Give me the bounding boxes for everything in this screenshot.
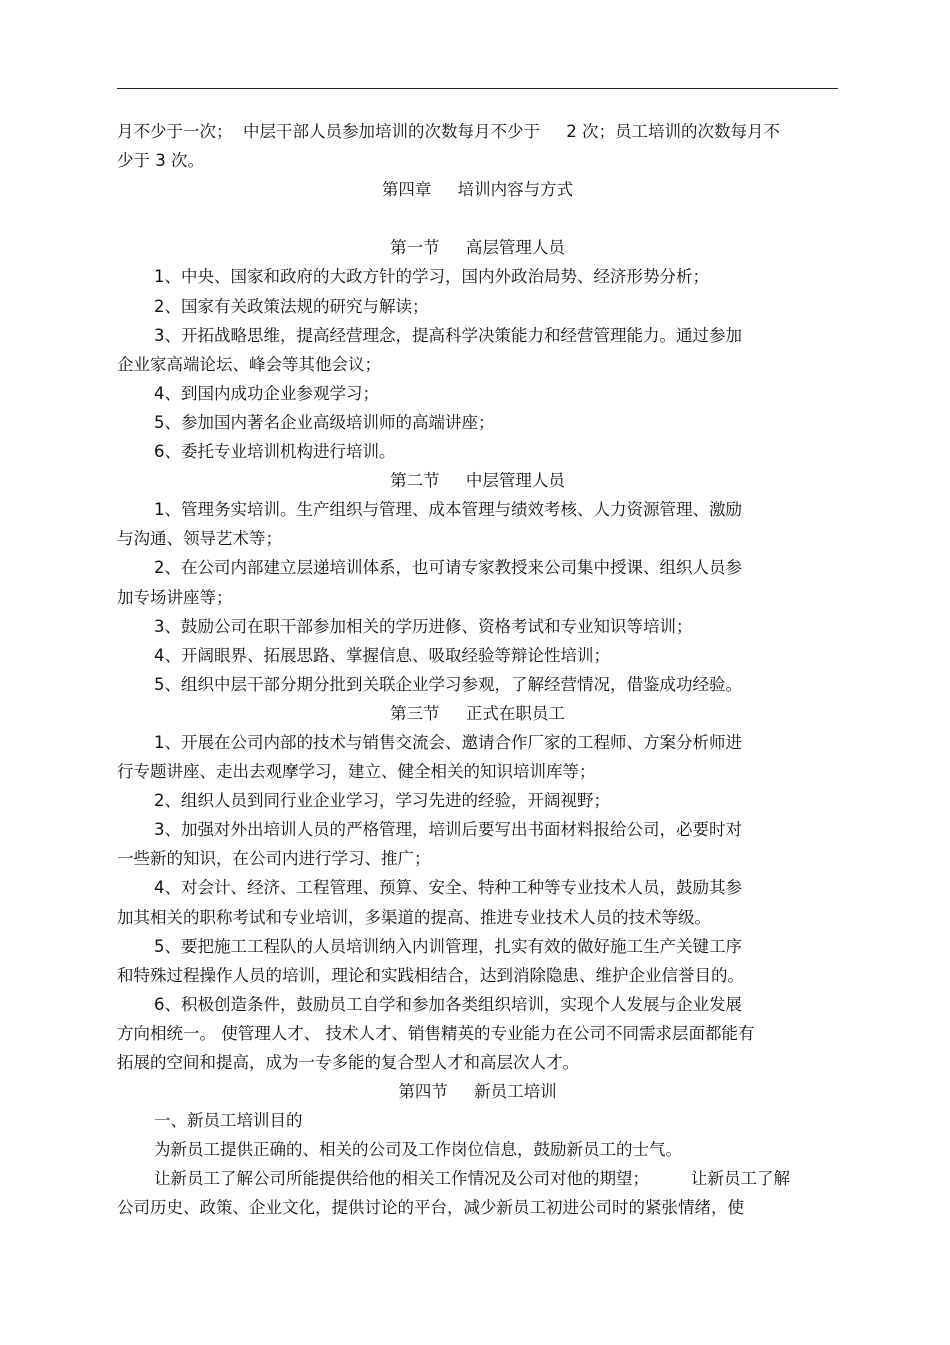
text-line: 1、中央、国家和政府的大政方针的学习，国内外政治局势、经济形势分析； [154, 267, 709, 287]
text-line: 和特殊过程操作人员的培训，理论和实践相结合，达到消除隐患、维护企业信誉目的。 [117, 965, 744, 985]
text-line: 1、开展在公司内部的技术与销售交流会、邀请合作厂家的工程师、方案分析师进 [154, 732, 742, 752]
text-line: 一、新员工培训目的 [154, 1111, 303, 1131]
section-heading: 第一节 高层管理人员 [390, 238, 565, 258]
text-line: 5、组织中层干部分期分批到关联企业学习参观，了解经营情况，借鉴成功经验。 [154, 674, 742, 694]
section-heading: 第四章 培训内容与方式 [381, 180, 574, 200]
text-line: 公司历史、政策、企业文化，提供讨论的平台，减少新员工初进公司时的紧张情绪，使 [117, 1198, 744, 1218]
text-line: 一些新的知识，在公司内进行学习、推广； [117, 849, 431, 869]
header-rule [117, 88, 838, 89]
text-line: 为新员工提供正确的、相关的公司及工作岗位信息，鼓励新员工的士气。 [154, 1140, 682, 1160]
text-line: 少于 3 次。 [117, 151, 204, 171]
text-line: 加其相关的职称考试和专业培训，多渠道的提高、推进专业技术人员的技术等级。 [117, 907, 711, 927]
text-line: 4、开阔眼界、拓展思路、掌握信息、吸取经验等辩论性培训； [154, 645, 610, 665]
text-line: 5、要把施工工程队的人员培训纳入内训管理，扎实有效的做好施工生产关键工序 [154, 936, 742, 956]
text-line: 4、对会计、经济、工程管理、预算、安全、特种工种等专业技术人员，鼓励其参 [154, 878, 742, 898]
text-line: 2、国家有关政策法规的研究与解读； [154, 296, 429, 316]
text-line [117, 204, 838, 233]
text-line: 与沟通、领导艺术等； [117, 529, 282, 549]
section-heading: 第四节 新员工培训 [398, 1082, 557, 1102]
text-line: 2、在公司内部建立层递培训体系，也可请专家教授来公司集中授课、组织人员参 [154, 558, 742, 578]
text-line: 加专场讲座等； [117, 587, 233, 607]
text-line: 行专题讲座、走出去观摩学习，建立、健全相关的知识培训库等； [117, 762, 596, 782]
section-heading: 第三节 正式在职员工 [390, 703, 565, 723]
text-line: 6、积极创造条件，鼓励员工自学和参加各类组织培训，实现个人发展与企业发展 [154, 994, 742, 1014]
text-line: 5、参加国内著名企业高级培训师的高端讲座； [154, 412, 495, 432]
text-line: 月不少于一次； 中层干部人员参加培训的次数每月不少于 2 次；员工培训的次数每月不 [117, 122, 780, 141]
text-line: 3、鼓励公司在职干部参加相关的学历进修、资格考试和专业知识等培训； [154, 616, 693, 636]
document-body [117, 117, 838, 1223]
section-heading: 第二节 中层管理人员 [390, 471, 565, 491]
text-line: 拓展的空间和提高，成为一专多能的复合型人才和高层次人才。 [117, 1053, 579, 1072]
text-line: 4、到国内成功企业参观学习； [154, 383, 379, 403]
text-line: 方向相统一。 使管理人才、 技术人才、销售精英的专业能力在公司不同需求层面都能有 [117, 1023, 755, 1043]
text-line: 2、组织人员到同行业企业学习，学习先进的经验，开阔视野； [154, 791, 610, 811]
text-line: 3、开拓战略思维，提高经营理念，提高科学决策能力和经营管理能力。通过参加 [154, 325, 742, 345]
text-line: 6、委托专业培训机构进行培训。 [154, 442, 396, 462]
text-line: 1、管理务实培训。生产组织与管理、成本管理与绩效考核、人力资源管理、激励 [154, 500, 742, 520]
text-line: 让新员工了解公司所能提供给他的相关工作情况及公司对他的期望； 让新员工了解 [154, 1169, 790, 1189]
text-line: 企业家高端论坛、峰会等其他会议； [117, 354, 381, 374]
text-line: 3、加强对外出培训人员的严格管理，培训后要写出书面材料报给公司，必要时对 [154, 820, 742, 840]
